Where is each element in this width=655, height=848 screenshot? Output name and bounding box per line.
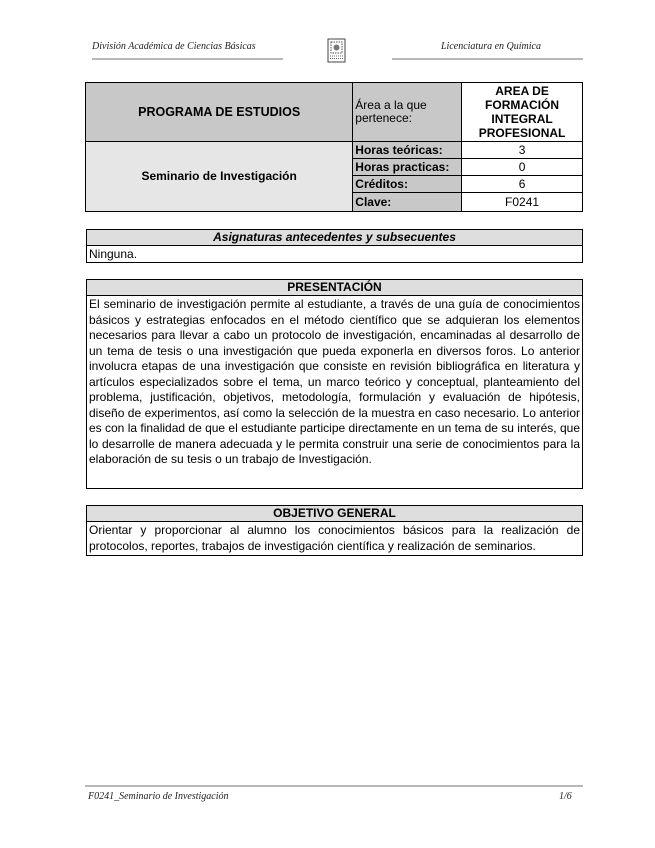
area-label: Área a la que pertenece:: [353, 83, 462, 142]
objetivo-body: Orientar y proporcionar al alumno los conocimientos básicos para la realización de protocolos, reportes, trabajos de investigación científica y realización de seminarios.: [89, 523, 580, 553]
footer-rule: [85, 785, 583, 787]
university-seal-icon: [327, 38, 346, 63]
footer-course: F0241_Seminario de Investigación: [88, 791, 229, 802]
hours-practice-value: 0: [462, 159, 583, 176]
footer-page-number: 1/6: [559, 791, 572, 802]
hours-theory-label: Horas teóricas:: [353, 142, 462, 159]
objetivo-title: OBJETIVO GENERAL: [87, 506, 582, 522]
course-name: Seminario de Investigación: [86, 142, 353, 212]
header-rule-right: [392, 58, 583, 60]
presentacion-body: El seminario de investigación permite al estudiante, a través de una guía de conocimientos básicos y estrategias enfocados en el método científico que se adquieran los elementos necesarios para llevar a cabo un protocolo de investigación, encaminadas al desarrollo de un tema de tesis o una investigación que pueda exponerla en diversos foros. Lo anterior involucra etapas de una investigación que consiste en revisión bibliográfica en literatura y artículos especializados sobre el tema, un marco teórico y conceptual, planteamiento del problema, justificación, objetivos, metodología, formulación y evaluación de hipótesis, diseño de experimentos, así como la selección de la muestra en caso necesario. Lo anterior es con la finalidad de que el estudiante participe directamente en un tema de su interés, que lo desarrolle de manera adecuada y le permita construir una serie de conocimientos para la elaboración de su tesis o un trabajo de Investigación.: [89, 297, 580, 466]
program-table: [85, 82, 583, 212]
objetivo-section: [86, 505, 583, 556]
hours-theory-value: 3: [462, 142, 583, 159]
antecedentes-body: Ninguna.: [89, 247, 138, 261]
header-division: División Académica de Ciencias Básicas: [92, 41, 256, 52]
credits-label: Créditos:: [353, 176, 462, 193]
program-label: PROGRAMA DE ESTUDIOS: [86, 83, 353, 142]
presentacion-section: [86, 279, 583, 489]
presentacion-title: PRESENTACIÓN: [87, 280, 582, 296]
area-value: AREA DE FORMACIÓN INTEGRAL PROFESIONAL: [462, 83, 583, 142]
header-rule-left: [92, 58, 283, 60]
hours-practice-label: Horas practicas:: [353, 159, 462, 176]
antecedentes-title: Asignaturas antecedentes y subsecuentes: [87, 230, 582, 246]
clave-value: F0241: [462, 193, 583, 212]
antecedentes-section: [86, 229, 583, 263]
header-program: Licenciatura en Química: [441, 41, 541, 52]
clave-label: Clave:: [353, 193, 462, 212]
credits-value: 6: [462, 176, 583, 193]
